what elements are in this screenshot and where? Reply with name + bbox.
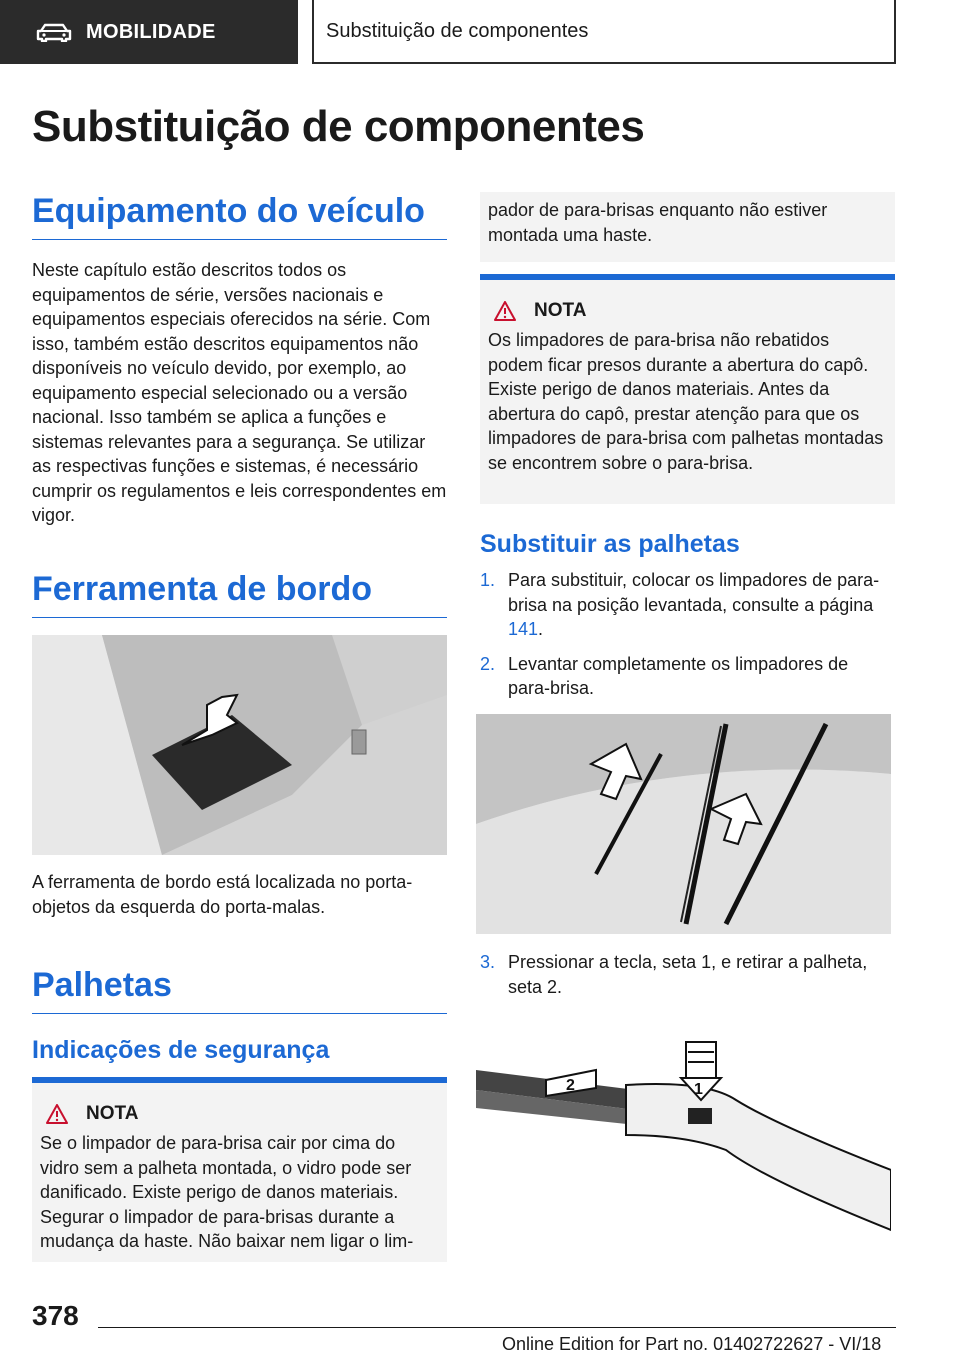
wiper-raised-illustration xyxy=(476,714,891,934)
footer-divider xyxy=(98,1327,896,1328)
note-box-2 xyxy=(480,274,895,504)
note-title-1: NOTA xyxy=(86,1103,139,1124)
heading-equipamento: Equipamento do veículo xyxy=(32,192,447,240)
header-section-tab xyxy=(0,0,298,64)
paragraph-equipamento: Neste capítulo estão descritos todos os equipamentos de série, versões nacionais e equipamentos especiais oferecidos na série. Com isso, também estão descritos equipamentos não disponíveis no veículo devido, por exemplo, ao equipamento especial selecionado ou a versão nacional. Isso também se aplica a funções e sistemas relevantes para a segurança. Se utilizar as respectivas funções e sistemas, é necessário cumprir os regulamentos e leis correspondentes em vigor. xyxy=(32,260,447,525)
wiper-blade-image xyxy=(476,1030,891,1262)
note-title-2: NOTA xyxy=(534,300,587,321)
heading-substituir: Substituir as palhetas xyxy=(480,530,740,558)
car-icon xyxy=(36,22,72,42)
step-number: 3. xyxy=(480,952,496,972)
step-text: Para substituir, colocar os limpadores de para-brisa na posição levantada, consulte a página 141. xyxy=(508,570,880,639)
step-text: Pressionar a tecla, seta 1, e retirar a palheta, seta 2. xyxy=(508,952,868,997)
list-item xyxy=(480,950,895,999)
paragraph-ferramenta: A ferramenta de bordo está localizada no porta-objetos da esquerda do porta-malas. xyxy=(32,872,413,917)
list-item xyxy=(480,652,895,701)
step-number: 1. xyxy=(480,570,496,590)
svg-text:2: 2 xyxy=(566,1077,575,1094)
list-item xyxy=(480,568,895,642)
note-continuation: pador de para-brisas enquanto não estiver montada uma haste. xyxy=(480,192,895,262)
step-number: 2. xyxy=(480,653,496,674)
steps-list-a xyxy=(480,568,895,711)
warning-icon xyxy=(494,301,516,321)
note-body-1: Se o limpador de para-brisa cair por cima do vidro sem a palheta montada, o vidro pode ser danificado. Existe perigo de danos materiais. Segurar o limpador de para-brisas durante a mudança da haste. Não baixar nem ligar o lim- xyxy=(40,1133,414,1251)
step-text: Levantar completamente os limpadores de para-brisa. xyxy=(508,653,849,698)
trunk-image xyxy=(32,635,447,855)
heading-ferramenta: Ferramenta de bordo xyxy=(32,570,447,618)
page-title: Substituição de componentes xyxy=(32,102,645,151)
steps-list-b xyxy=(480,950,895,1009)
note-body-2: Os limpadores de para-brisa não rebatidos podem ficar presos durante a abertura do capô. Existe perigo de danos materiais. Antes da abertura do capô, prestar atenção para que os limpadores de para-brisa com palhetas montadas se encontrem sobre o para-brisa. xyxy=(488,330,884,473)
heading-palhetas: Palhetas xyxy=(32,966,447,1014)
page-link[interactable]: 141 xyxy=(508,619,539,639)
wiper-blade-illustration xyxy=(476,1030,891,1262)
svg-text:1: 1 xyxy=(694,1081,703,1098)
header-section-label: MOBILIDADE xyxy=(86,20,216,43)
warning-icon xyxy=(46,1104,68,1124)
header-chapter-tab xyxy=(312,0,896,64)
trunk-illustration xyxy=(32,635,447,855)
heading-seguranca: Indicações de segurança xyxy=(32,1036,330,1064)
page-number: 378 xyxy=(32,1300,79,1331)
footer-edition: Online Edition for Part no. 01402722627 - VI/18 xyxy=(502,1334,882,1354)
note-box-1 xyxy=(32,1077,447,1262)
wiper-raised-image xyxy=(476,714,891,934)
header-chapter-label: Substituição de componentes xyxy=(326,19,589,42)
